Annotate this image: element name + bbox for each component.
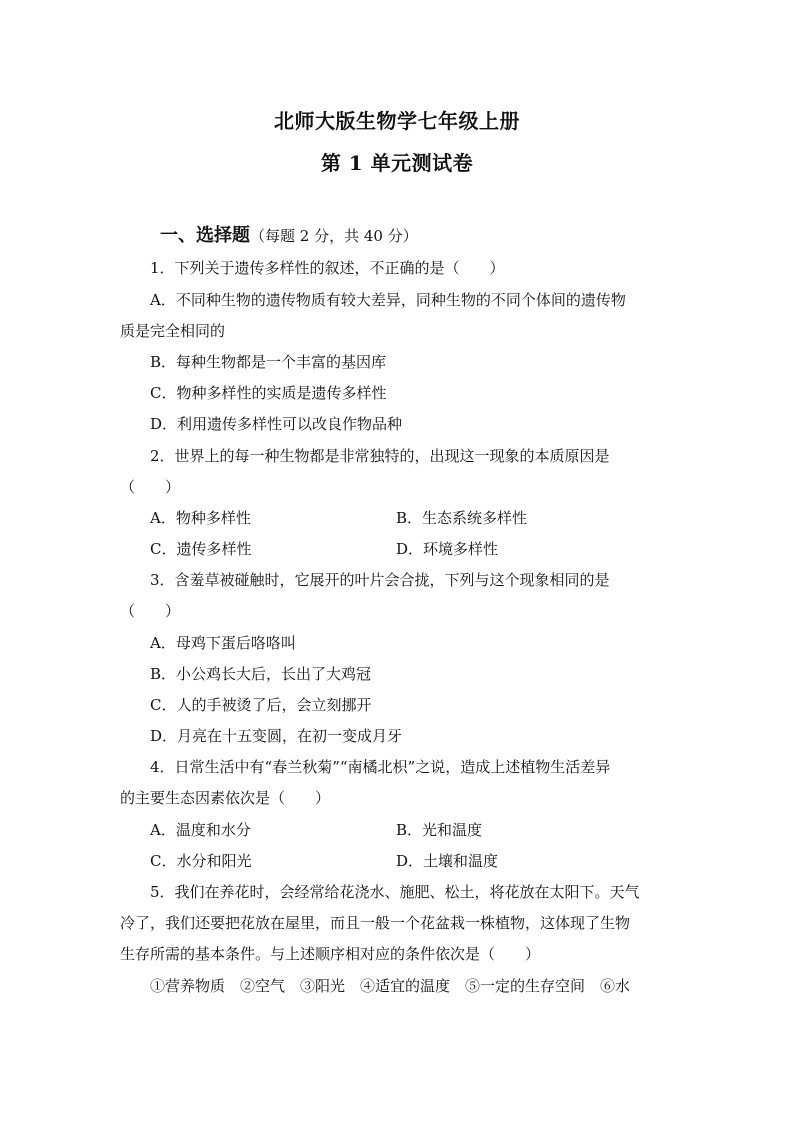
question-1-option-b: B．每种生物都是一个丰富的基因库 — [150, 353, 387, 371]
question-4-option-c: C．水分和阳光 — [150, 852, 252, 870]
section-heading — [160, 221, 418, 247]
question-1-option-d: D．利用遗传多样性可以改良作物品种 — [150, 415, 403, 433]
question-5-choices: ①营养物质 ②空气 ③阳光 ④适宜的温度 ⑤一定的生存空间 ⑥水 — [150, 977, 631, 995]
question-1-option-c: C．物种多样性的实质是遗传多样性 — [150, 384, 387, 402]
section-title: 一、选择题 — [160, 225, 250, 246]
question-4-option-d: D．土壤和温度 — [396, 852, 499, 870]
question-2-option-d: D．环境多样性 — [396, 540, 499, 558]
question-2-option-a: A．物种多样性 — [150, 509, 251, 527]
question-3-option-c: C．人的手被烫了后，会立刻挪开 — [150, 696, 372, 714]
question-5-stem-cont2: 生存所需的基本条件。与上述顺序相对应的条件依次是（ ） — [120, 945, 541, 963]
question-2-stem-cont: （ ） — [120, 478, 181, 496]
question-3-stem: 3．含羞草被碰触时，它展开的叶片会合拢，下列与这个现象相同的是 — [150, 571, 610, 589]
question-4-stem: 4．日常生活中有“春兰秋菊”“南橘北枳”之说，造成上述植物生活差异 — [150, 758, 611, 776]
question-1-option-a-cont: 质是完全相同的 — [120, 322, 226, 340]
question-2-stem: 2．世界上的每一种生物都是非常独特的，出现这一现象的本质原因是 — [150, 447, 610, 465]
question-5-stem-cont: 冷了，我们还要把花放在屋里，而且一般一个花盆栽一株植物，这体现了生物 — [120, 914, 631, 932]
question-2-option-b: B．生态系统多样性 — [396, 509, 528, 527]
question-4-option-b: B．光和温度 — [396, 821, 483, 839]
question-1-stem: 1．下列关于遗传多样性的叙述，不正确的是（ ） — [150, 259, 505, 277]
question-1-option-a: A．不同种生物的遗传物质有较大差异，同种生物的不同个体间的遗传物 — [150, 291, 626, 309]
question-2-option-c: C．遗传多样性 — [150, 540, 252, 558]
question-3-option-b: B．小公鸡长大后，长出了大鸡冠 — [150, 665, 372, 683]
page-subtitle: 第 1 单元测试卷 — [320, 151, 474, 175]
question-3-option-a: A．母鸡下蛋后咯咯叫 — [150, 634, 296, 652]
question-4-stem-cont: 的主要生态因素依次是（ ） — [120, 789, 331, 807]
question-3-stem-cont: （ ） — [120, 602, 181, 620]
page-title: 北师大版生物学七年级上册 — [274, 109, 520, 133]
question-5-stem: 5．我们在养花时，会经常给花浇水、施肥、松土，将花放在太阳下。天气 — [150, 883, 640, 901]
question-3-option-d: D．月亮在十五变圆，在初一变成月牙 — [150, 727, 403, 745]
question-4-option-a: A．温度和水分 — [150, 821, 251, 839]
section-note: （每题 2 分，共 40 分） — [250, 227, 418, 245]
